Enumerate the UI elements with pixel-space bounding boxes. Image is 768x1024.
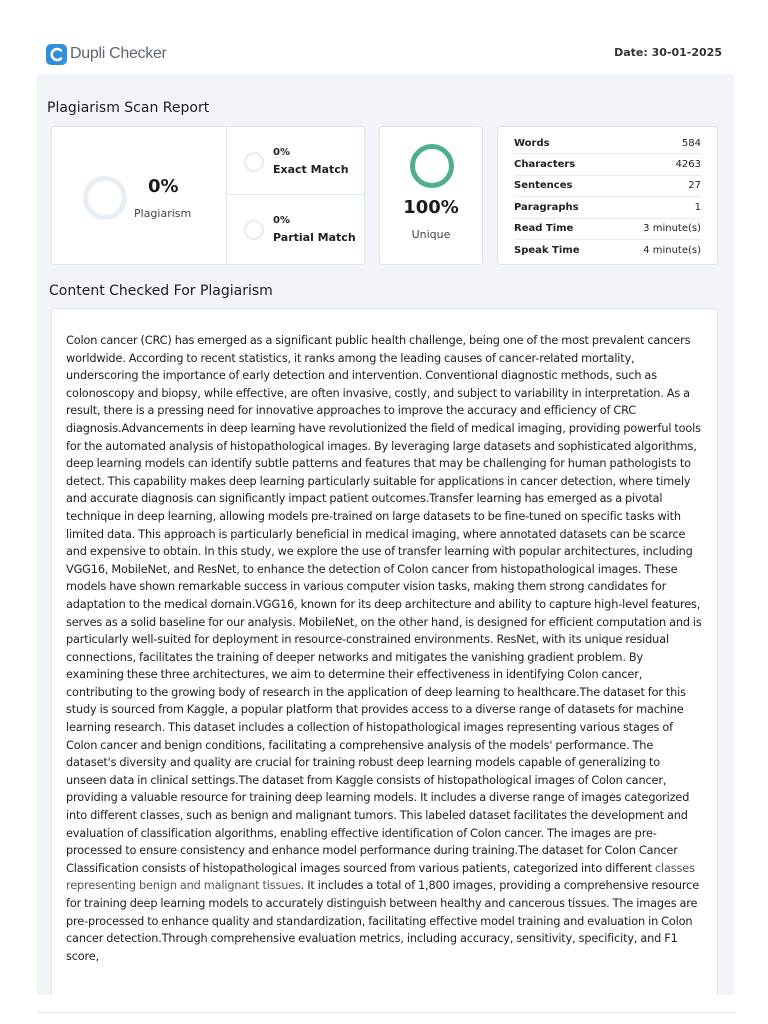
unique-label: Unique (411, 228, 451, 241)
checked-content-text (66, 332, 703, 965)
logo-text: Dupli Checker (70, 45, 167, 62)
partial-match-ring (243, 219, 265, 241)
content-text-highlight: classes representing benign and malignant tissues (66, 861, 695, 893)
exact-match-label: Exact Match (273, 163, 349, 176)
stat-value: 4 minute(s) (643, 245, 701, 257)
report-date: Date: 30-01-2025 (614, 46, 722, 59)
stat-row-speak-time (514, 240, 701, 261)
plagiarism-score (52, 127, 227, 264)
partial-match-value: 0% (273, 215, 290, 226)
stat-row-sentences (514, 176, 701, 197)
unique-card (379, 126, 483, 265)
stat-name: Paragraphs (514, 201, 579, 213)
stat-row-words (514, 133, 701, 154)
stat-name: Words (514, 137, 550, 149)
plagiarism-value: 0% (148, 176, 179, 197)
stat-value: 3 minute(s) (643, 223, 701, 235)
plagiarism-summary-card (51, 126, 365, 265)
exact-match-value: 0% (273, 147, 290, 158)
stat-value: 584 (681, 137, 701, 149)
stat-name: Sentences (514, 180, 573, 192)
exact-match (228, 127, 365, 195)
stat-value: 27 (688, 180, 701, 192)
stat-value: 4263 (675, 159, 701, 171)
content-text-part: Colon cancer (CRC) has emerged as a significant public health challenge, being one of the most prevalent cancers worldwide. According to recent statistics, it ranks among the leading causes of cancer-related mortality, underscoring the importance of early detection and intervention. Conventional diagnostic methods, such as colonoscopy and biopsy, while effective, are often invasive, costly, and subject to variability in interpretation. As a result, there is a pressing need for innovative approaches to improve the accuracy and efficiency of CRC diagnosis.Advancements in deep learning have revolutionized the field of medical imaging, providing powerful tools for the automated analysis of histopathological images. By leveraging large datasets and sophisticated algorithms, deep learning models can identify subtle patterns and features that may be challenging for human pathologists to detect. This capability makes deep learning particularly suitable for applications in cancer detection, where timely and accurate diagnosis can significantly impact patient outcomes.Transfer learning has emerged as a pivotal technique in deep learning, allowing models pre-trained on large datasets to be fine-tuned on specific tasks with limited data. This approach is particularly beneficial in medical imaging, where annotated datasets can be scarce and expensive to obtain. In this study, we explore the use of transfer learning with popular architectures, including VGG16, MobileNet, and ResNet, to enhance the detection of Colon cancer from histopathological images. These models have shown remarkable success in various computer vision tasks, making them strong candidates for adaptation to the medical domain.VGG16, known for its deep architecture and ability to capture high-level features, serves as a solid baseline for our analysis. MobileNet, on the other hand, is designed for efficient computation and is particularly well-suited for deployment in resource-constrained environments. ResNet, with its unique residual connections, facilitates the training of deeper networks and mitigates the vanishing gradient problem. By examining these three architectures, we aim to determine their effectiveness in identifying Colon cancer, contributing to the growing body of research in the application of deep learning to healthcare.The dataset for this study is sourced from Kaggle, a popular platform that provides access to a diverse range of datasets for machine learning research. This dataset includes a collection of histopathological images representing various stages of Colon cancer and benign conditions, facilitating a comprehensive analysis of the models' performance. The dataset's diversity and quality are crucial for training robust deep learning models capable of generalizing to unseen data in clinical settings.The dataset from Kaggle consists of histopathological images of Colon cancer, providing a valuable resource for training deep learning models. It includes a diverse range of images categorized into different classes, such as benign and malignant tumors. This labeled dataset facilitates the development and evaluation of classification algorithms, enabling effective identification of Colon cancer. The images are pre-processed to ensure consistency and enhance model performance during training.The dataset for Colon Cancer Classification consists of histopathological images sourced from various patients, categorized into different (66, 334, 702, 875)
stat-name: Characters (514, 159, 576, 171)
footer-divider (37, 1012, 734, 1013)
report-header (0, 0, 768, 74)
report-panel (37, 74, 734, 995)
stat-row-read-time (514, 219, 701, 240)
stat-row-paragraphs (514, 197, 701, 218)
duplichecker-logo-icon (46, 44, 67, 65)
stat-value: 1 (694, 201, 701, 213)
plagiarism-ring (82, 175, 128, 221)
plagiarism-label: Plagiarism (134, 207, 192, 220)
stat-name: Speak Time (514, 245, 580, 257)
exact-match-ring (243, 151, 265, 173)
duplichecker-logo[interactable] (46, 43, 167, 65)
checked-content-box (51, 308, 718, 995)
stat-name: Read Time (514, 223, 574, 235)
unique-ring (409, 143, 455, 189)
report-title: Plagiarism Scan Report (47, 100, 210, 116)
stat-row-characters (514, 154, 701, 175)
content-section-title: Content Checked For Plagiarism (49, 283, 273, 299)
partial-match-label: Partial Match (273, 231, 356, 244)
content-text-part: . It includes a total of 1,800 images, providing a comprehensive resource for training deep learning models to accurately distinguish between healthy and cancerous tissues. The images are pre-processed to enhance quality and standardization, facilitating effective model training and evaluation in Colon cancer detection.Through comprehensive evaluation metrics, including accuracy, sensitivity, specificity, and F1 score, (66, 879, 700, 963)
unique-value: 100% (403, 197, 459, 218)
text-stats-card (497, 126, 718, 265)
partial-match (228, 195, 365, 263)
